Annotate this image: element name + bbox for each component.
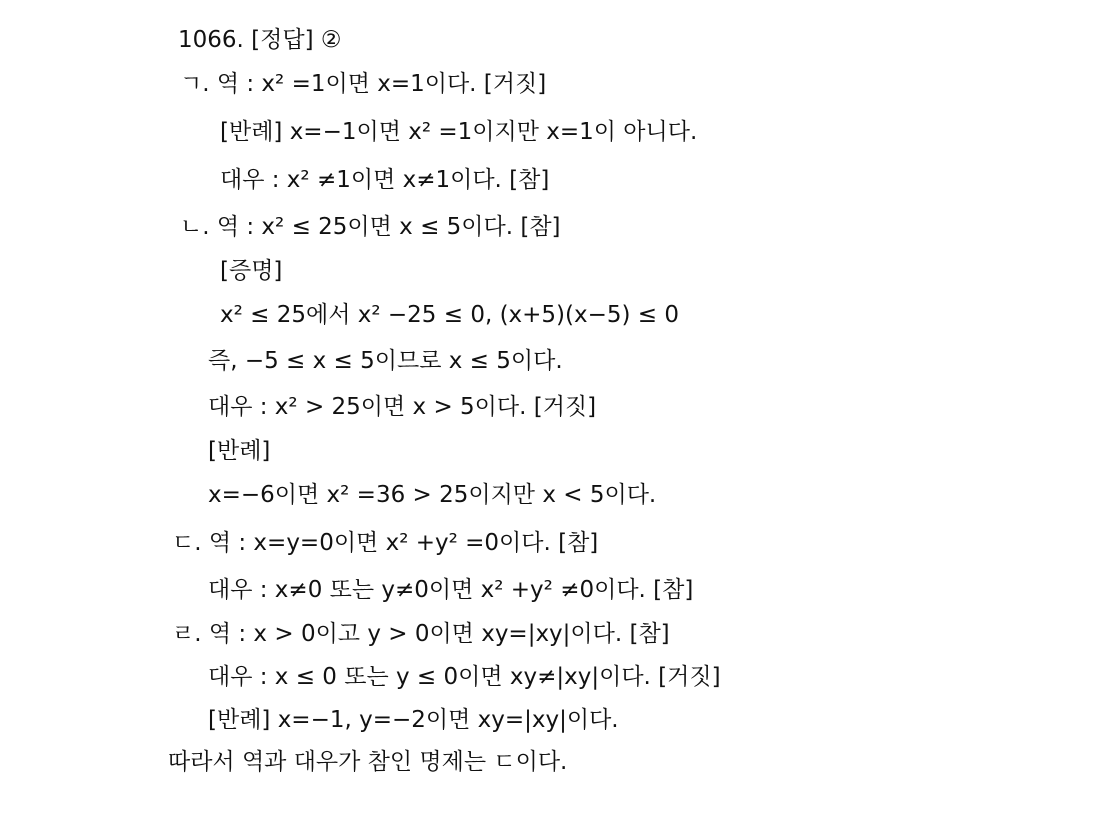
section-g-converse-text: 역 : x² =1이면 x=1이다. [거짓] [216,71,547,97]
section-d-converse [172,529,598,557]
section-g-marker: ㄱ. [180,71,210,97]
section-g-contrapositive: 대우 : x² ≠1이면 x≠1이다. [참] [220,167,550,193]
section-d-converse-text: 역 : x=y=0이면 x² +y² =0이다. [참] [208,530,599,556]
section-n-contrapositive: 대우 : x² > 25이면 x > 5이다. [거짓] [208,394,597,420]
section-d-contrapositive: 대우 : x≠0 또는 y≠0이면 x² +y² ≠0이다. [참] [208,577,694,603]
section-g-converse [180,70,546,98]
section-d-marker: ㄷ. [172,530,202,556]
answer-label: [정답] ② [251,27,342,53]
section-n-converse [180,213,561,241]
section-r-converse [172,620,670,648]
conclusion: 따라서 역과 대우가 참인 명제는 ㄷ이다. [168,749,568,775]
section-n-proof-2: 즉, −5 ≤ x ≤ 5이므로 x ≤ 5이다. [208,348,563,374]
section-n-proof-label: [증명] [220,258,283,284]
section-n-converse-text: 역 : x² ≤ 25이면 x ≤ 5이다. [참] [216,214,561,240]
section-r-contrapositive: 대우 : x ≤ 0 또는 y ≤ 0이면 xy≠|xy|이다. [거짓] [208,664,721,690]
section-g-counterexample: [반례] x=−1이면 x² =1이지만 x=1이 아니다. [220,119,698,145]
section-n-marker: ㄴ. [180,214,210,240]
problem-number: 1066. [178,27,244,53]
section-n-proof-1: x² ≤ 25에서 x² −25 ≤ 0, (x+5)(x−5) ≤ 0 [220,302,680,328]
section-r-converse-text: 역 : x > 0이고 y > 0이면 xy=|xy|이다. [참] [208,621,670,647]
section-r-marker: ㄹ. [172,621,202,647]
section-n-counterexample-label: [반례] [208,438,271,464]
section-n-counterexample: x=−6이면 x² =36 > 25이지만 x < 5이다. [208,482,657,508]
section-r-counterexample: [반례] x=−1, y=−2이면 xy=|xy|이다. [208,707,619,733]
problem-header [178,26,341,54]
